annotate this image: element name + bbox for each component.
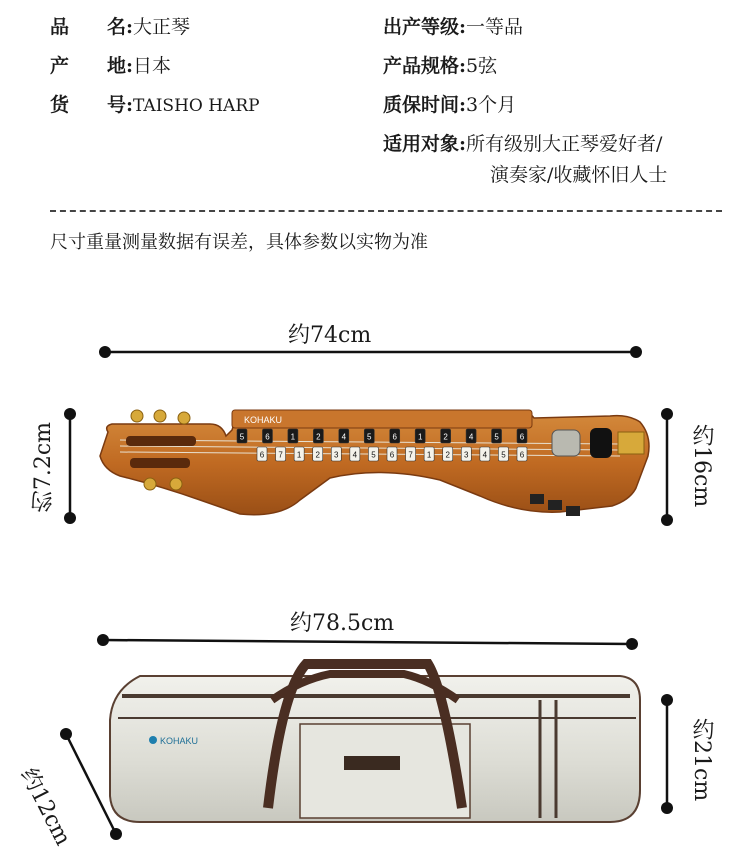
key-label: 1 xyxy=(426,450,432,460)
case-length-label: 约78.5cm xyxy=(290,611,395,636)
key-label: 2 xyxy=(315,450,320,460)
key-label: 7 xyxy=(408,450,413,460)
key-label: 4 xyxy=(352,450,358,460)
spec-model-label: 货 号: xyxy=(50,94,134,116)
key-label: 3 xyxy=(334,450,339,460)
key-label: 4 xyxy=(468,432,474,442)
key-label: 5 xyxy=(501,450,506,460)
instrument-brand: KOHAKU xyxy=(244,415,283,425)
case-height-label: 约21cm xyxy=(689,718,714,802)
spec-origin-value: 日本 xyxy=(133,55,172,77)
spec-audience-line2: 演奏家/收藏怀旧人士 xyxy=(490,164,668,186)
instrument-left-height-dimension xyxy=(64,408,76,524)
key-label: 7 xyxy=(278,450,283,460)
key-label: 6 xyxy=(265,432,270,442)
spec-model-value: TAISHO HARP xyxy=(133,96,260,116)
key-label: 1 xyxy=(290,432,296,442)
key-label: 2 xyxy=(445,450,450,460)
spec-warranty-label: 质保时间: xyxy=(383,94,467,116)
key-label: 4 xyxy=(482,450,488,460)
measurement-note: 尺寸重量测量数据有误差，具体参数以实物为准 xyxy=(50,232,428,253)
key-label: 6 xyxy=(389,450,395,460)
key-label: 5 xyxy=(371,450,376,460)
instrument-length-label: 约74cm xyxy=(288,323,372,348)
key-label: 6 xyxy=(519,450,525,460)
key-label: 4 xyxy=(341,432,347,442)
taisho-harp xyxy=(100,410,649,516)
key-label: 1 xyxy=(417,432,423,442)
key-label: 5 xyxy=(239,432,245,442)
key-label: 5 xyxy=(494,432,499,442)
instrument-right-height-dimension xyxy=(661,408,673,526)
spec-grade-label: 出产等级: xyxy=(383,16,467,38)
case-brand: KOHAKU xyxy=(160,736,199,746)
spec-warranty-value: 3个月 xyxy=(466,94,517,116)
key-label: 6 xyxy=(519,432,525,442)
key-label: 5 xyxy=(367,432,372,442)
spec-audience-label: 适用对象: xyxy=(383,133,467,155)
key-label: 3 xyxy=(464,450,469,460)
key-label: 2 xyxy=(316,432,321,442)
spec-audience-line1: 所有级别大正琴爱好者/ xyxy=(466,133,663,155)
spec-origin-label: 产 地: xyxy=(50,55,134,77)
keys-bottom xyxy=(257,447,527,461)
spec-spec-label: 产品规格: xyxy=(383,55,467,77)
spec-name-label: 品 名: xyxy=(50,16,134,38)
case-height-dimension xyxy=(661,694,673,814)
case-depth-label: 约12cm xyxy=(15,764,76,850)
key-label: 6 xyxy=(259,450,265,460)
spec-name-value: 大正琴 xyxy=(133,16,191,38)
key-label: 2 xyxy=(443,432,448,442)
instrument-right-height-label: 约16cm xyxy=(689,424,714,508)
key-label: 1 xyxy=(296,450,302,460)
instrument-left-height-label: 约7.2cm xyxy=(31,422,56,513)
spec-grade-value: 一等品 xyxy=(466,16,524,38)
spec-spec-value: 5弦 xyxy=(466,55,498,77)
key-label: 6 xyxy=(392,432,397,442)
